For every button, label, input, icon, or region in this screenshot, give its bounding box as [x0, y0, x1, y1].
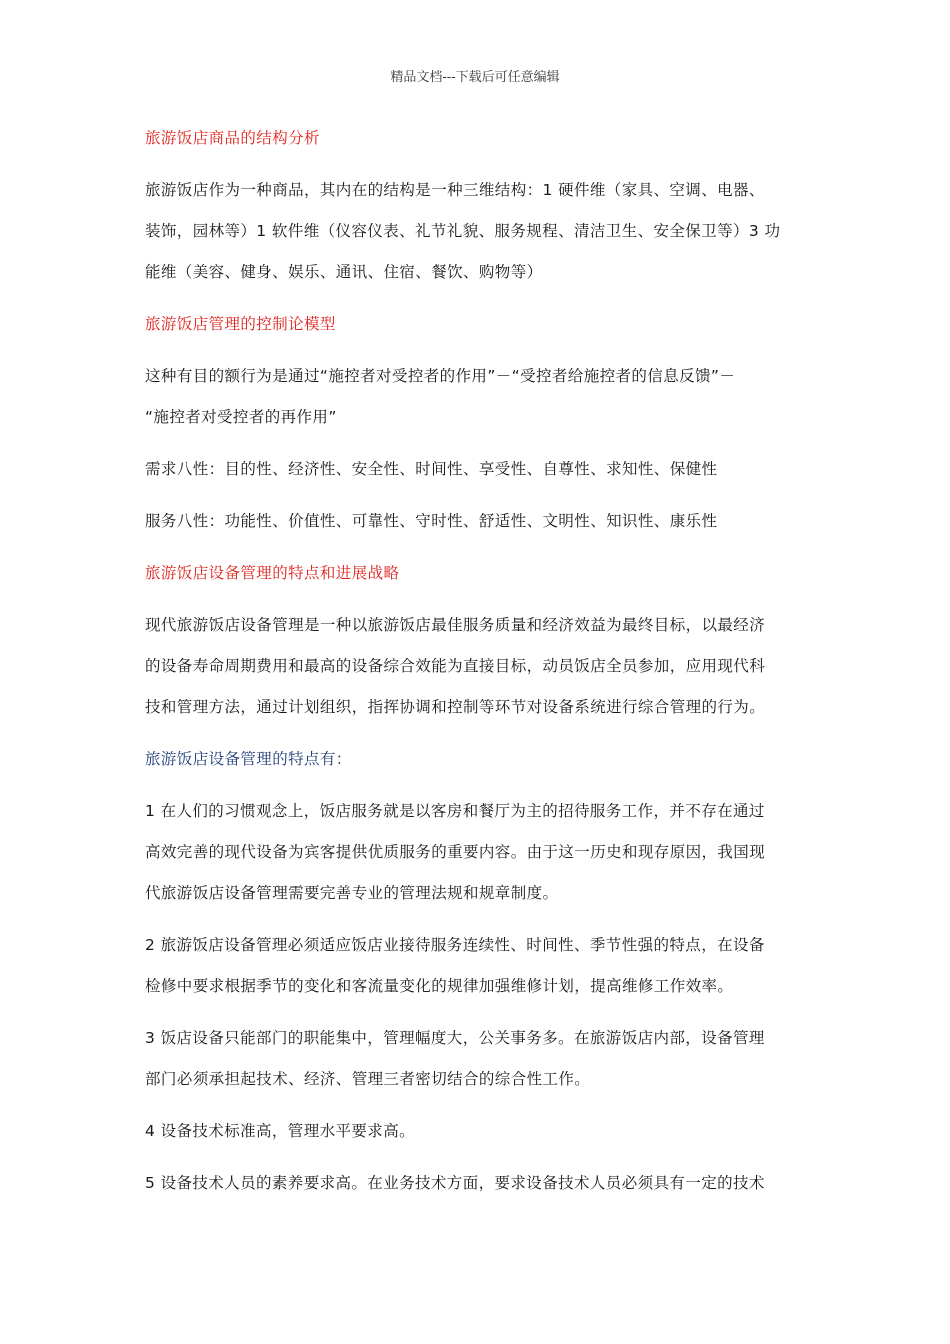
paragraph-line: 部门必须承担起技术、经济、管理三者密切结合的综合性工作。 — [145, 1070, 591, 1088]
section-heading-structure: 旅游饭店商品的结构分析 — [145, 129, 320, 147]
paragraph-line: 2 旅游饭店设备管理必须适应饭店业接待服务连续性、时间性、季节性强的特点，在设备 — [145, 936, 765, 954]
paragraph-line: 3 饭店设备只能部门的职能集中，管理幅度大，公关事务多。在旅游饭店内部，设备管理 — [145, 1029, 765, 1047]
paragraph-line: 高效完善的现代设备为宾客提供优质服务的重要内容。由于这一历史和现存原因，我国现 — [145, 843, 766, 861]
section-heading-control-model: 旅游饭店管理的控制论模型 — [145, 315, 336, 333]
paragraph-line: 代旅游饭店设备管理需要完善专业的管理法规和规章制度。 — [145, 884, 559, 902]
subheading-features: 旅游饭店设备管理的特点有： — [145, 750, 352, 768]
paragraph-line: 服务八性：功能性、价值性、可靠性、守时性、舒适性、文明性、知识性、康乐性 — [145, 512, 718, 530]
paragraph-line: 现代旅游饭店设备管理是一种以旅游饭店最佳服务质量和经济效益为最终目标，以最经济 — [145, 616, 766, 634]
paragraph-line: 4 设备技术标准高，管理水平要求高。 — [145, 1122, 415, 1140]
paragraph-line: 检修中要求根据季节的变化和客流量变化的规律加强维修计划，提高维修工作效率。 — [145, 977, 734, 995]
section-heading-equipment: 旅游饭店设备管理的特点和进展战略 — [145, 564, 400, 582]
page-header: 精品文档---下载后可任意编辑 — [390, 70, 560, 85]
paragraph-line: 这种有目的额行为是通过“施控者对受控者的作用”－“受控者给施控者的信息反馈”－ — [145, 367, 736, 385]
paragraph-line: 的设备寿命周期费用和最高的设备综合效能为直接目标，动员饭店全员参加，应用现代科 — [145, 657, 766, 675]
paragraph-line: 5 设备技术人员的素养要求高。在业务技术方面，要求设备技术人员必须具有一定的技术 — [145, 1174, 765, 1192]
paragraph-line: 能维（美容、健身、娱乐、通讯、住宿、餐饮、购物等） — [145, 263, 543, 281]
paragraph-line: 技和管理方法，通过计划组织，指挥协调和控制等环节对设备系统进行综合管理的行为。 — [145, 698, 766, 716]
paragraph-line: 旅游饭店作为一种商品，其内在的结构是一种三维结构：1 硬件维（家具、空调、电器、 — [145, 181, 765, 199]
paragraph-line: “施控者对受控者的再作用” — [145, 408, 337, 426]
paragraph-line: 1 在人们的习惯观念上，饭店服务就是以客房和餐厅为主的招待服务工作，并不存在通过 — [145, 802, 765, 820]
paragraph-line: 需求八性：目的性、经济性、安全性、时间性、享受性、自尊性、求知性、保健性 — [145, 460, 718, 478]
paragraph-line: 装饰，园林等）1 软件维（仪容仪表、礼节礼貌、服务规程、清洁卫生、安全保卫等）3 功 — [145, 222, 781, 240]
